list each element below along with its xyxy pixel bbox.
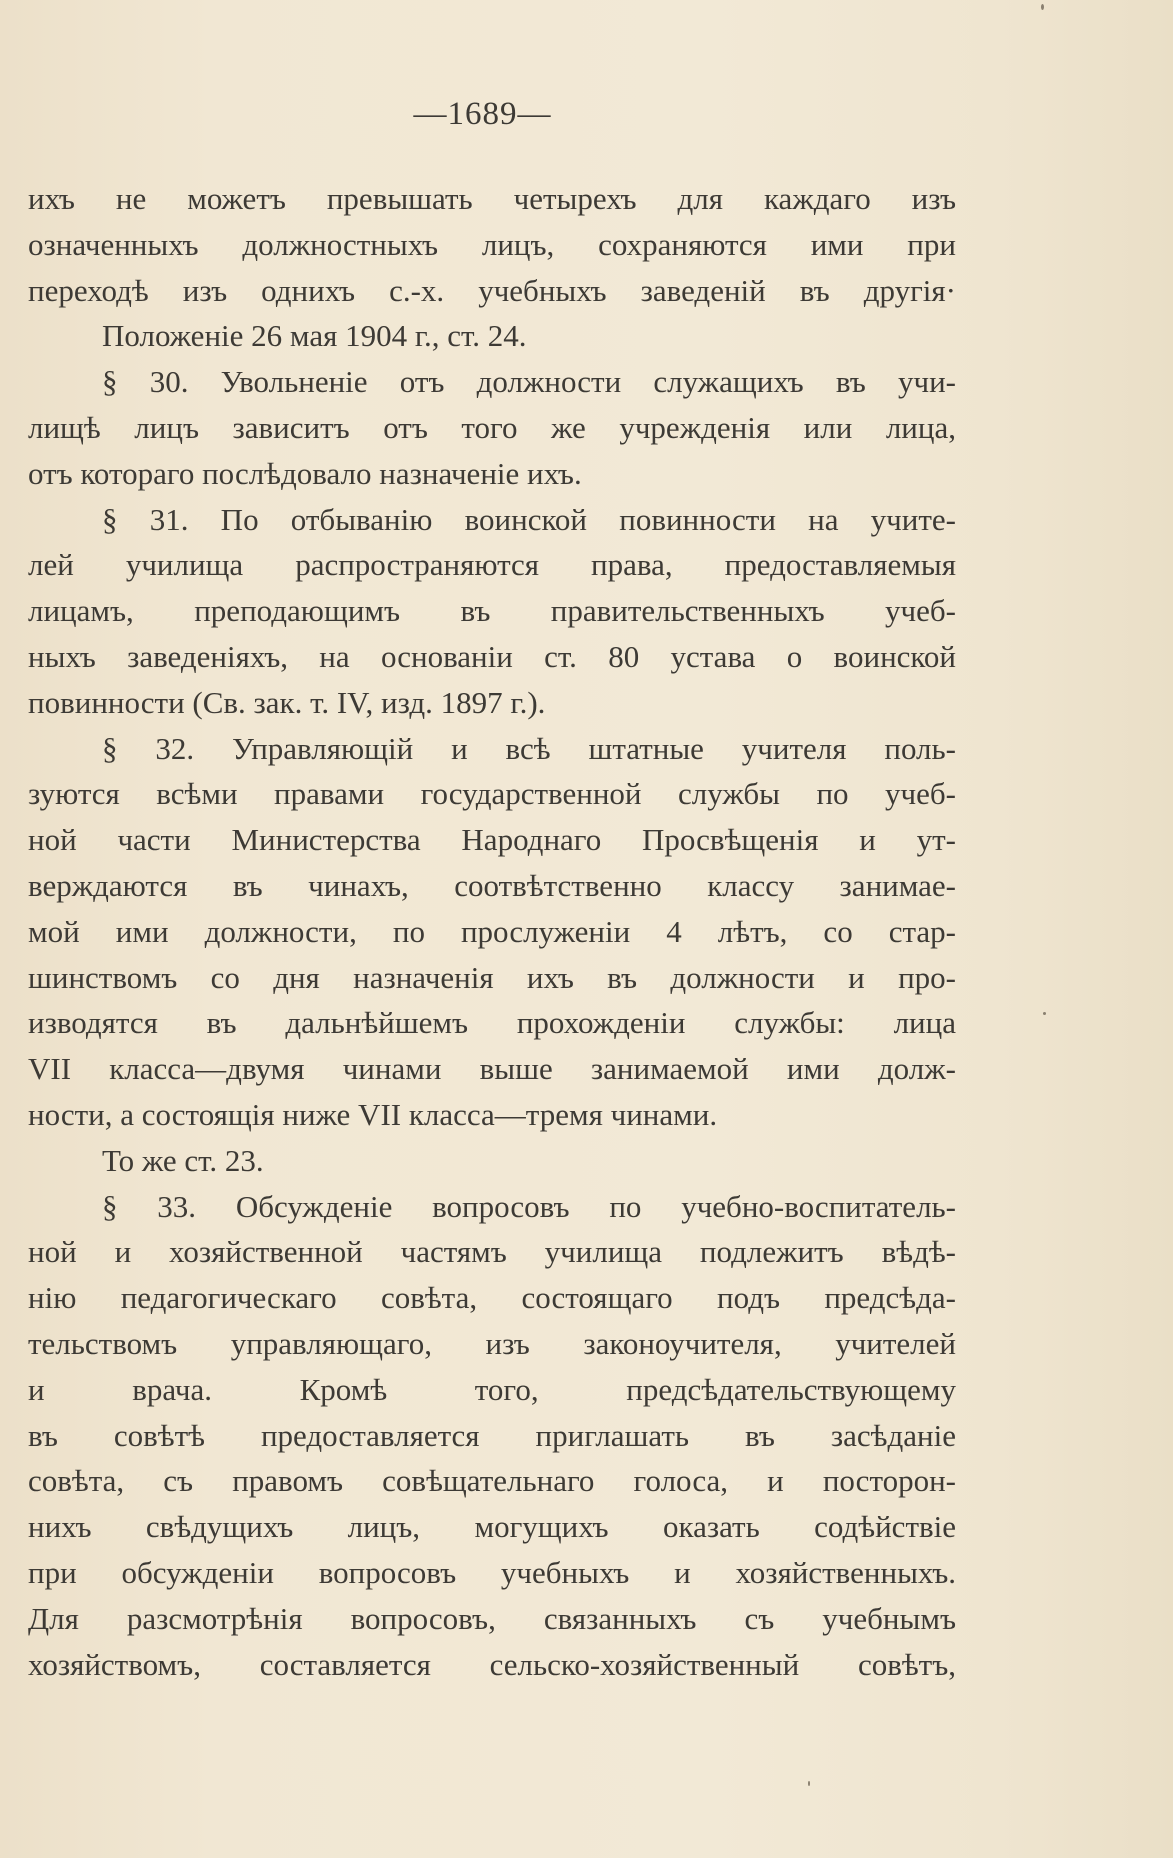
text-line: зуются всѣми правами государственной службы по учеб- [28,776,956,812]
text-line: хозяйствомъ, составляется сельско-хозяйственный совѣтъ, [28,1646,956,1682]
text-line: лей училища распространяются права, предоставляемыя [28,547,956,583]
body-text [28,176,956,1687]
text-line: ной и хозяйственной частямъ училища подлежитъ вѣдѣ- [28,1234,956,1270]
text-line: означенныхъ должностныхъ лицъ, сохраняются ими при [28,226,956,262]
text-line: нихъ свѣдущихъ лицъ, могущихъ оказать содѣйствіе [28,1509,956,1545]
text-line: мой ими должности, по прослуженіи 4 лѣтъ, со стар- [28,913,956,949]
text-line: ныхъ заведеніяхъ, на основаніи ст. 80 устава о воинской [28,638,956,674]
text-line: отъ котораго послѣдовало назначеніе ихъ. [28,455,582,491]
text-line: § 33. Обсужденіе вопросовъ по учебно-воспитатель- [102,1188,956,1224]
text-line: при обсужденіи вопросовъ учебныхъ и хозяйственныхъ. [28,1554,956,1590]
text-line: и врача. Кромѣ того, предсѣдательствующему [28,1371,956,1407]
text-line: переходѣ изъ однихъ с.-х. учебныхъ заведеній въ другія· [28,272,956,308]
text-line: ихъ не можетъ превышать четырехъ для каждаго изъ [28,181,956,216]
paper-speck [808,1781,810,1786]
text-line: То же ст. 23. [102,1142,264,1178]
text-line: ной части Министерства Народнаго Просвѣщенія и ут- [28,822,956,858]
text-line: въ совѣтѣ предоставляется приглашать въ засѣданіе [28,1417,956,1453]
text-line: повинности (Св. зак. т. IV, изд. 1897 г.). [28,684,546,720]
text-line: VII класса—двумя чинами выше занимаемой ими долж- [28,1051,956,1087]
text-line: совѣта, съ правомъ совѣщательнаго голоса, и посторон- [28,1463,956,1499]
page-number: —1689— [413,96,552,132]
text-line: § 31. По отбыванію воинской повинности на учите- [102,501,956,537]
text-line: Для разсмотрѣнія вопросовъ, связанныхъ съ учебнымъ [28,1600,956,1636]
text-line: § 32. Управляющій и всѣ штатные учителя поль- [102,730,956,766]
text-line: нію педагогическаго совѣта, состоящаго подъ предсѣда- [28,1280,956,1316]
paper-speck [1043,1012,1046,1015]
text-line: тельствомъ управляющаго, изъ законоучителя, учителей [28,1325,956,1361]
text-line: лищѣ лицъ зависитъ отъ того же учрежденія или лица, [28,409,956,445]
text-line: Положеніе 26 мая 1904 г., ст. 24. [102,318,527,354]
text-line: изводятся въ дальнѣйшемъ прохожденіи службы: лица [28,1005,956,1041]
text-line: ности, а состоящія ниже VII класса—тремя чинами. [28,1096,718,1132]
text-line: шинствомъ со дня назначенія ихъ въ должности и про- [28,959,956,995]
text-line: § 30. Увольненіе отъ должности служащихъ въ учи- [102,364,956,400]
text-line: верждаются въ чинахъ, соотвѣтственно классу занимае- [28,867,956,903]
paper-speck [1041,4,1044,10]
text-line: лицамъ, преподающимъ въ правительственныхъ учеб- [28,593,956,629]
